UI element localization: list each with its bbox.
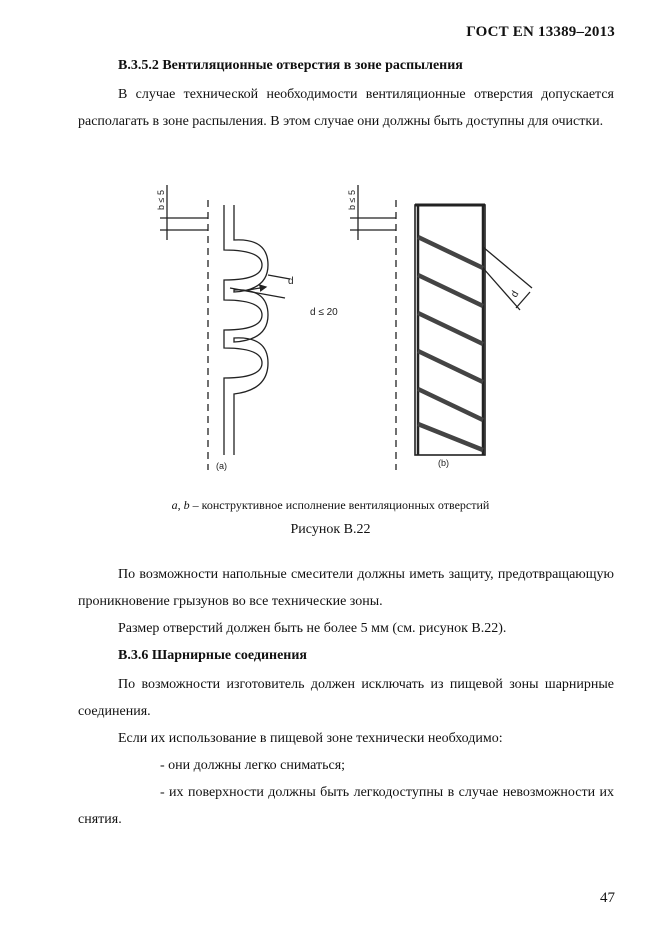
figure-b-drawing (350, 185, 532, 470)
paragraph-if-used: Если их использование в пищевой зоне технически необходимо: (118, 731, 503, 746)
paragraph-vent-holes: В случае технической необходимости вентиляционные отверстия допускается располагать в зоне распыления. В этом случае они должны быть доступны для очистки. (78, 87, 614, 129)
figure-b22 (150, 180, 550, 480)
standard-header: ГОСТ EN 13389–2013 (466, 24, 615, 40)
figure-caption (0, 498, 661, 513)
paragraph-floor-mixers: По возможности напольные смесители должны иметь защиту, предотвращающую проникновение грызунов во все технические зоны. (78, 567, 614, 609)
dim-b-b: b ≤ 5 (347, 190, 357, 210)
caption-prefix: a, b (171, 498, 190, 512)
label-a: (a) (216, 461, 227, 471)
figure-a-drawing (160, 185, 290, 470)
dim-note-d: d ≤ 20 (310, 307, 338, 318)
page-number: 47 (600, 890, 615, 906)
list-item-removable: - они должны легко сниматься; (160, 758, 346, 773)
dim-d-a: d (288, 276, 294, 287)
list-item-accessible: - их поверхности должны быть легкодоступны в случае невозможности их снятия. (78, 785, 614, 827)
section-heading-b36: В.3.6 Шарнирные соединения (118, 648, 308, 663)
paragraph-hinges: По возможности изготовитель должен исключать из пищевой зоны шарнирные соединения. (78, 677, 614, 719)
dim-b-a: b ≤ 5 (156, 190, 166, 210)
paragraph-hole-size: Размер отверстий должен быть не более 5 мм (см. рисунок В.22). (118, 621, 507, 636)
dim-d-b: d (509, 289, 522, 300)
label-b: (b) (438, 458, 449, 468)
section-heading-b352: В.3.5.2 Вентиляционные отверстия в зоне распыления (118, 58, 463, 73)
caption-text: – конструктивное исполнение вентиляционных отверстий (189, 498, 490, 512)
figure-title: Рисунок В.22 (290, 522, 371, 537)
